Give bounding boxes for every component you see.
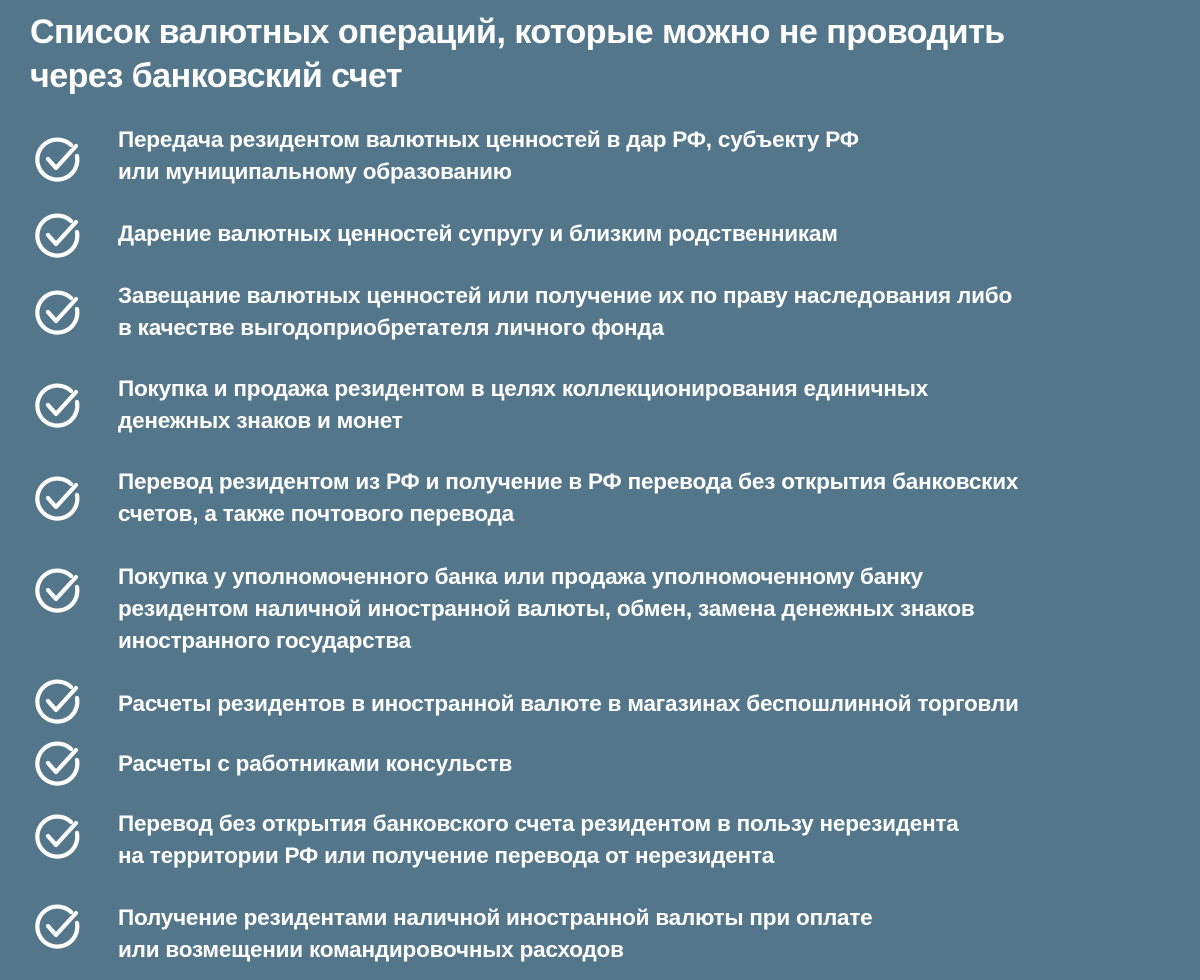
item-text: Передача резидентом валютных ценностей в дар РФ, субъекту РФ или муниципальному образованию <box>118 127 859 184</box>
check-circle-icon <box>34 739 82 787</box>
item-text: Получение резидентами наличной иностранной валюты при оплате или возмещении командировочных расходов <box>118 905 873 962</box>
item-text: Перевод резидентом из РФ и получение в РФ перевода без открытия банковских счетов, а также почтового перевода <box>118 469 1019 526</box>
check-circle-icon <box>34 812 82 860</box>
check-circle-icon <box>34 474 82 522</box>
check-circle-icon <box>34 566 82 614</box>
check-circle-icon <box>34 902 82 950</box>
check-circle-icon <box>34 135 82 183</box>
check-circle-icon <box>34 677 82 725</box>
check-circle-icon <box>34 211 82 259</box>
item-text: Дарение валютных ценностей супругу и близким родственникам <box>118 221 838 246</box>
check-circle-icon <box>34 381 82 429</box>
item-text: Покупка у уполномоченного банка или продажа уполномоченному банку резидентом наличной иностранной валюты, обмен, замена денежных знаков иностранного государства <box>118 564 975 653</box>
check-circle-icon <box>34 288 82 336</box>
item-text: Расчеты резидентов в иностранной валюте в магазинах беспошлинной торговли <box>118 691 1019 716</box>
item-text: Расчеты с работниками консульств <box>118 751 513 776</box>
item-text: Покупка и продажа резидентом в целях коллекционирования единичных денежных знаков и монет <box>118 376 929 433</box>
item-text: Перевод без открытия банковского счета резидентом в пользу нерезидента на территории РФ или получение перевода от нерезидента <box>118 811 959 868</box>
page-title: Список валютных операций, которые можно не проводить через банковский счет <box>30 13 1005 95</box>
item-text: Завещание валютных ценностей или получение их по праву наследования либо в качестве выгодоприобретателя личного фонда <box>118 283 1012 340</box>
